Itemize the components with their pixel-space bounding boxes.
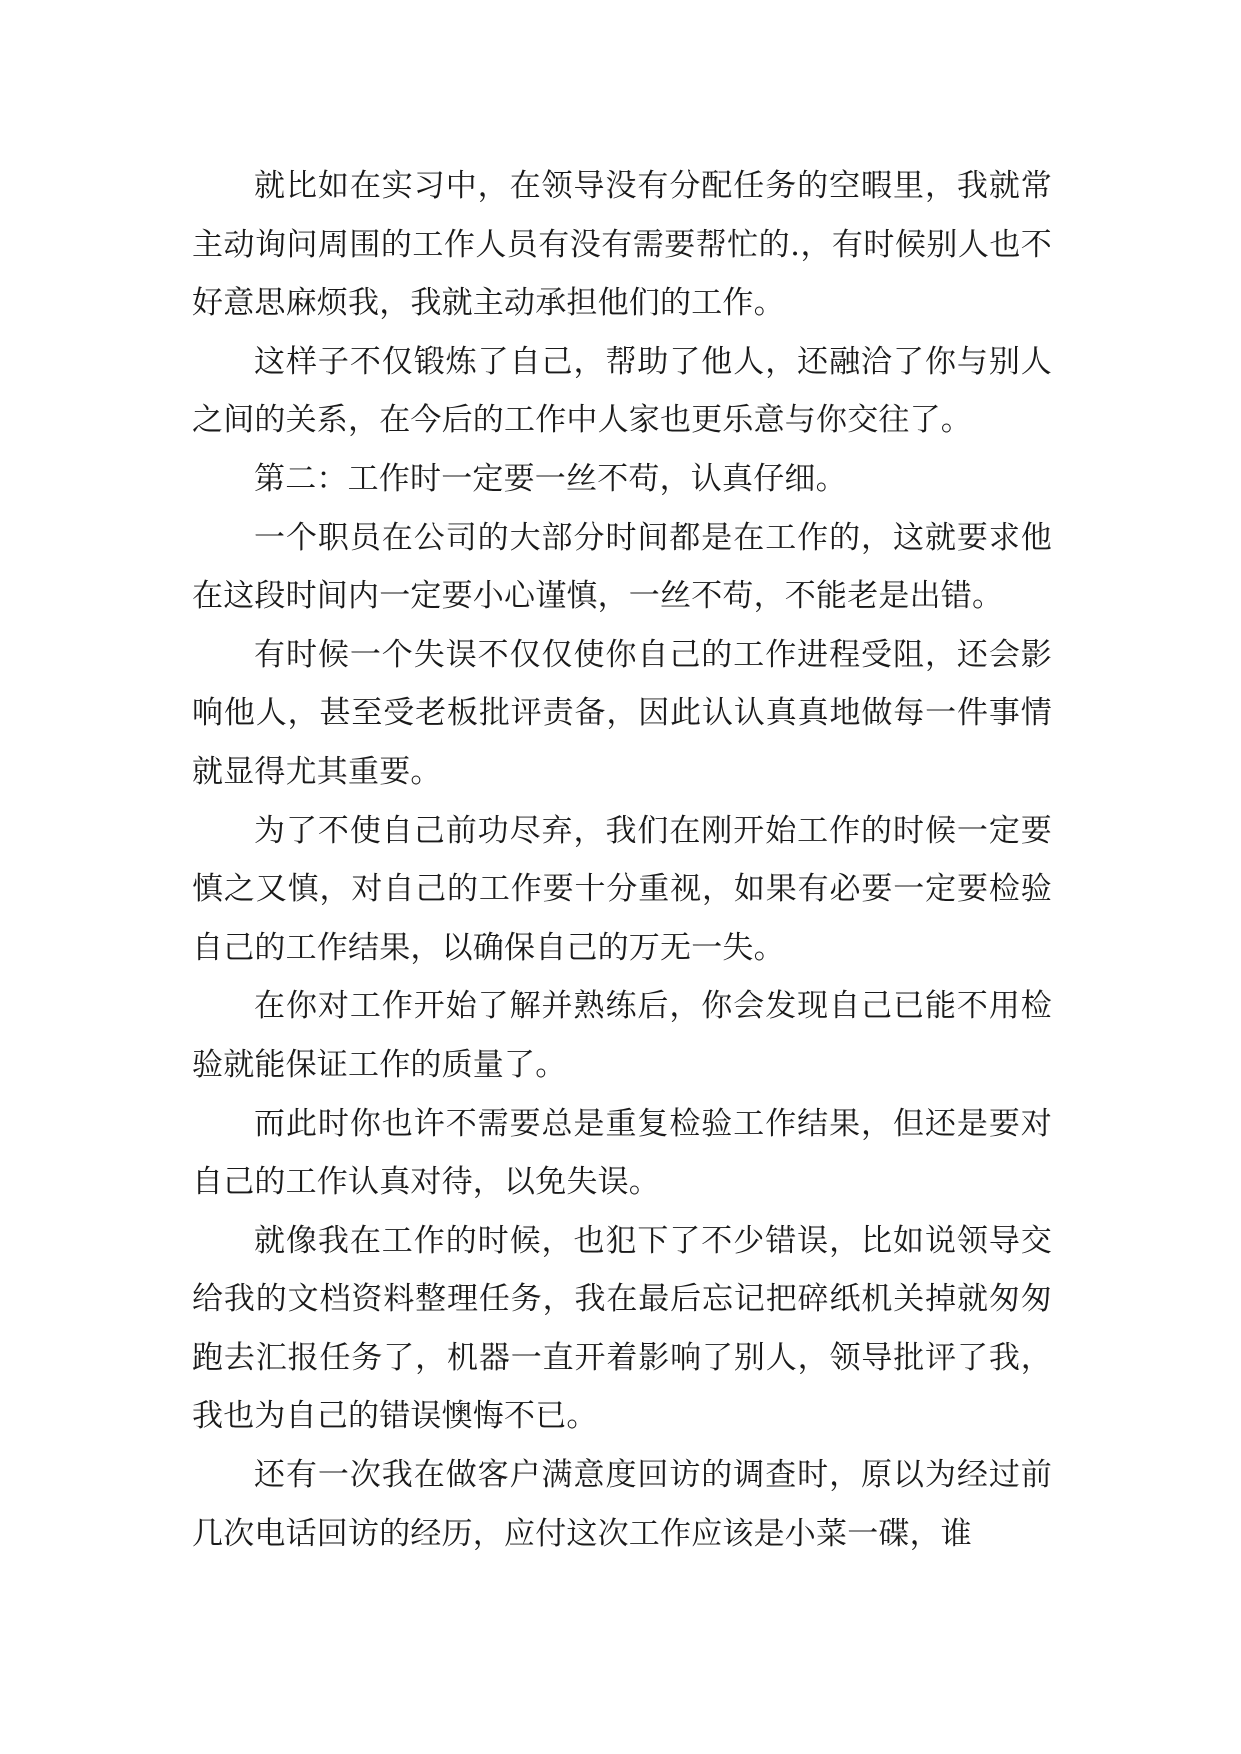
paragraph-6: 为了不使自己前功尽弃，我们在刚开始工作的时候一定要慎之又慎，对自己的工作要十分重视，如果有必要一定要检验自己的工作结果，以确保自己的万无一失。 <box>192 812 1052 966</box>
paragraph-10: 还有一次我在做客户满意度回访的调查时，原以为经过前几次电话回访的经历，应付这次工作应该是小菜一碟，谁 <box>192 1457 1052 1552</box>
paragraph-2: 这样子不仅锻炼了自己，帮助了他人，还融洽了你与别人之间的关系，在今后的工作中人家也更乐意与你交往了。 <box>192 343 1052 439</box>
paragraph-4: 一个职员在公司的大部分时间都是在工作的，这就要求他在这段时间内一定要小心谨慎，一丝不苟，不能老是出错。 <box>192 519 1052 615</box>
paragraph-7: 在你对工作开始了解并熟练后，你会发现自己已能不用检验就能保证工作的质量了。 <box>192 988 1052 1083</box>
paragraph-5: 有时候一个失误不仅仅使你自己的工作进程受阻，还会影响他人，甚至受老板批评责备，因此认认真真地做每一件事情就显得尤其重要。 <box>192 636 1052 790</box>
paragraph-9: 就像我在工作的时候，也犯下了不少错误，比如说领导交给我的文档资料整理任务，我在最后忘记把碎纸机关掉就匆匆跑去汇报任务了，机器一直开着影响了别人，领导批评了我，我也为自己的错误懊悔不已。 <box>192 1222 1052 1435</box>
document-body <box>192 157 1052 1563</box>
paragraph-3: 第二：工作时一定要一丝不苟，认真仔细。 <box>254 460 847 497</box>
paragraph-1: 就比如在实习中，在领导没有分配任务的空暇里，我就常主动询问周围的工作人员有没有需要帮忙的.，有时候别人也不好意思麻烦我，我就主动承担他们的工作。 <box>192 168 1052 322</box>
paragraph-8: 而此时你也许不需要总是重复检验工作结果，但还是要对自己的工作认真对待，以免失误。 <box>192 1105 1052 1201</box>
